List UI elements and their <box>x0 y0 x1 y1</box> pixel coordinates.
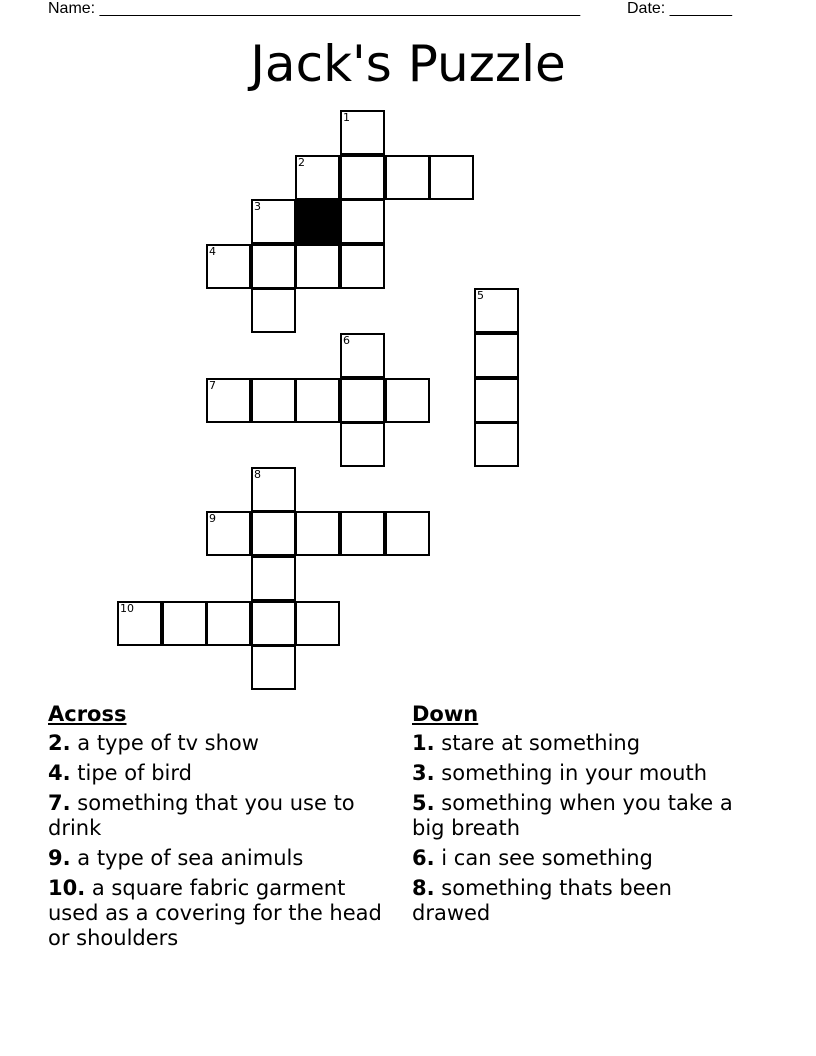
clue-text: a type of sea animuls <box>77 846 304 870</box>
grid-cell[interactable] <box>385 378 430 423</box>
grid-cell[interactable] <box>340 110 385 155</box>
cell-number: 7 <box>209 379 216 392</box>
clue-number: 3. <box>412 761 435 785</box>
grid-cell[interactable] <box>385 511 430 556</box>
grid-cell[interactable] <box>117 601 162 646</box>
clue-number: 1. <box>412 731 435 755</box>
cell-number: 5 <box>477 289 484 302</box>
puzzle-title: Jack's Puzzle <box>250 35 566 93</box>
across-heading: Across <box>48 702 127 726</box>
grid-cell[interactable] <box>340 199 385 244</box>
grid-cell[interactable] <box>206 601 251 646</box>
clue-number: 2. <box>48 731 71 755</box>
clue-text: i can see something <box>441 846 653 870</box>
grid-cell[interactable] <box>340 333 385 378</box>
cell-number: 1 <box>343 111 350 124</box>
cell-number: 8 <box>254 468 261 481</box>
clue-item <box>48 731 388 756</box>
grid-cell[interactable] <box>474 333 519 378</box>
cell-number: 3 <box>254 200 261 213</box>
grid-cell[interactable] <box>385 155 430 200</box>
down-heading: Down <box>412 702 479 726</box>
clue-number: 10. <box>48 876 86 900</box>
clue-text: something in your mouth <box>441 761 708 785</box>
cell-number: 6 <box>343 334 350 347</box>
grid-cell[interactable] <box>251 511 296 556</box>
clue-text: something that you use to drink <box>48 791 355 840</box>
grid-cell[interactable] <box>474 378 519 423</box>
date-line: Date: _______ <box>627 0 732 17</box>
grid-cell[interactable] <box>340 155 385 200</box>
clue-text: a square fabric garment used as a covering for the head or shoulders <box>48 876 382 950</box>
black-cell <box>295 199 340 244</box>
grid-cell[interactable] <box>474 422 519 467</box>
clue-number: 5. <box>412 791 435 815</box>
name-line: Name: ______________________________________________________ <box>48 0 581 17</box>
grid-cell[interactable] <box>251 378 296 423</box>
down-clue-list <box>412 731 752 926</box>
cell-number: 9 <box>209 512 216 525</box>
grid-cell[interactable] <box>295 155 340 200</box>
grid-cell[interactable] <box>429 155 474 200</box>
cell-number: 2 <box>298 156 305 169</box>
grid-cell[interactable] <box>340 511 385 556</box>
clue-item <box>48 761 388 786</box>
grid-cell[interactable] <box>251 601 296 646</box>
clue-item <box>48 791 388 841</box>
clue-number: 8. <box>412 876 435 900</box>
grid-cell[interactable] <box>251 556 296 601</box>
cell-number: 10 <box>120 602 134 615</box>
grid-cell[interactable] <box>251 199 296 244</box>
grid-cell[interactable] <box>295 511 340 556</box>
clue-text: tipe of bird <box>77 761 192 785</box>
grid-cell[interactable] <box>340 422 385 467</box>
across-clues <box>48 702 388 956</box>
clue-text: something when you take a big breath <box>412 791 733 840</box>
clue-number: 9. <box>48 846 71 870</box>
grid-cell[interactable] <box>340 244 385 289</box>
clue-text: stare at something <box>441 731 641 755</box>
clue-text: something thats been drawed <box>412 876 672 925</box>
grid-cell[interactable] <box>251 467 296 512</box>
clue-item <box>48 846 388 871</box>
clue-number: 7. <box>48 791 71 815</box>
clue-item <box>412 791 752 841</box>
grid-cell[interactable] <box>206 378 251 423</box>
clue-number: 6. <box>412 846 435 870</box>
grid-cell[interactable] <box>340 378 385 423</box>
clue-item <box>412 761 752 786</box>
grid-cell[interactable] <box>251 244 296 289</box>
clue-item <box>48 876 388 951</box>
across-clue-list <box>48 731 388 951</box>
grid-cell[interactable] <box>162 601 207 646</box>
grid-cell[interactable] <box>251 288 296 333</box>
clue-text: a type of tv show <box>77 731 259 755</box>
clue-item <box>412 846 752 871</box>
clue-number: 4. <box>48 761 71 785</box>
grid-cell[interactable] <box>295 601 340 646</box>
grid-cell[interactable] <box>206 244 251 289</box>
clue-item <box>412 876 752 926</box>
down-clues <box>412 702 752 931</box>
grid-cell[interactable] <box>474 288 519 333</box>
cell-number: 4 <box>209 245 216 258</box>
grid-cell[interactable] <box>295 244 340 289</box>
grid-cell[interactable] <box>251 645 296 690</box>
grid-cell[interactable] <box>295 378 340 423</box>
grid-cell[interactable] <box>206 511 251 556</box>
clue-item <box>412 731 752 756</box>
